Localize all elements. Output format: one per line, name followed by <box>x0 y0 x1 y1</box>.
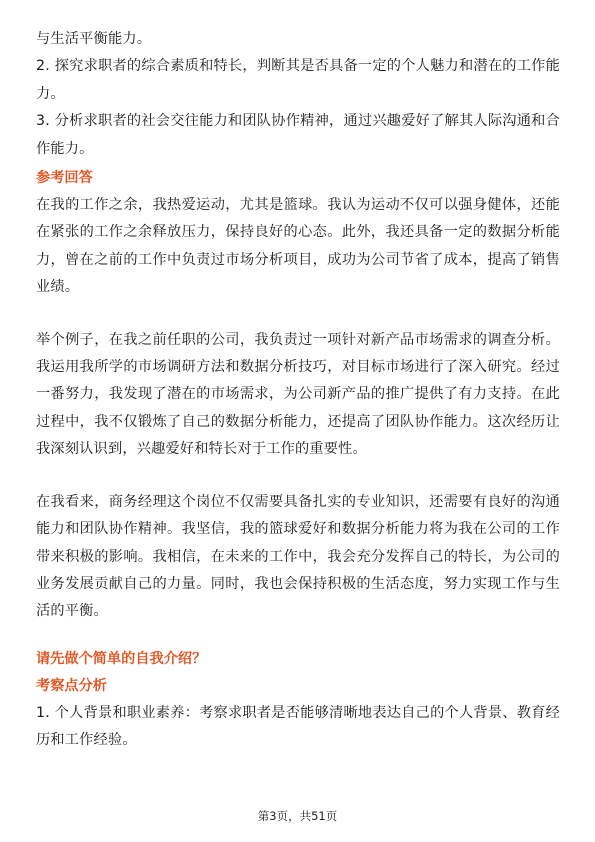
analysis-point-3: 3. 分析求职者的社会交往能力和团队协作精神，通过兴趣爱好了解其人际沟通和合作能力。 <box>36 113 560 157</box>
question-heading: 请先做个简单的自我介绍？ <box>36 650 207 667</box>
page-number: 第3页，共51页 <box>257 809 338 823</box>
analysis-point-2: 2. 探究求职者的综合素质和特长，判断其是否具备一定的个人魅力和潜在的工作能力。 <box>36 58 560 102</box>
paragraph-gap <box>36 302 560 327</box>
paragraph-gap <box>36 464 560 489</box>
continued-line: 与生活平衡能力。 <box>36 31 152 47</box>
analysis-point-1: 1. 个人背景和职业素养：考察求职者是否能够清晰地表达自己的个人背景、教育经历和工作经验。 <box>36 704 560 749</box>
paragraph-gap <box>36 626 560 646</box>
answer-paragraph-3: 在我看来，商务经理这个岗位不仅需要具备扎实的专业知识，还需要有良好的沟通能力和团队协作精神。我坚信，我的篮球爱好和数据分析能力将为我在公司的工作带来积极的影响。我相信，在未来的工作中，我会充分发挥自己的特长，为公司的业务发展贡献自己的力量。同时，我也会保持积极的生活态度，努力实现工作与生活的平衡。 <box>36 493 560 620</box>
analysis-heading: 考察点分析 <box>36 677 107 694</box>
answer-paragraph-2: 举个例子，在我之前任职的公司，我负责过一项针对新产品市场需求的调查分析。我运用我所学的市场调研方法和数据分析技巧，对目标市场进行了深入研究。经过一番努力，我发现了潜在的市场需求，为公司新产品的推广提供了有力支持。在此过程中，我不仅锻炼了自己的数据分析能力，还提高了团队协作能力。这次经历让我深刻认识到，兴趣爱好和特长对于工作的重要性。 <box>36 331 560 458</box>
answer-paragraph-1: 在我的工作之余，我热爱运动，尤其是篮球。我认为运动不仅可以强身健体，还能在紧张的工作之余释放压力，保持良好的心态。此外，我还具备一定的数据分析能力，曾在之前的工作中负责过市场分析项目，成功为公司节省了成本，提高了销售业绩。 <box>36 197 560 296</box>
document-page <box>36 26 560 755</box>
reference-answer-heading: 参考回答 <box>36 170 93 187</box>
